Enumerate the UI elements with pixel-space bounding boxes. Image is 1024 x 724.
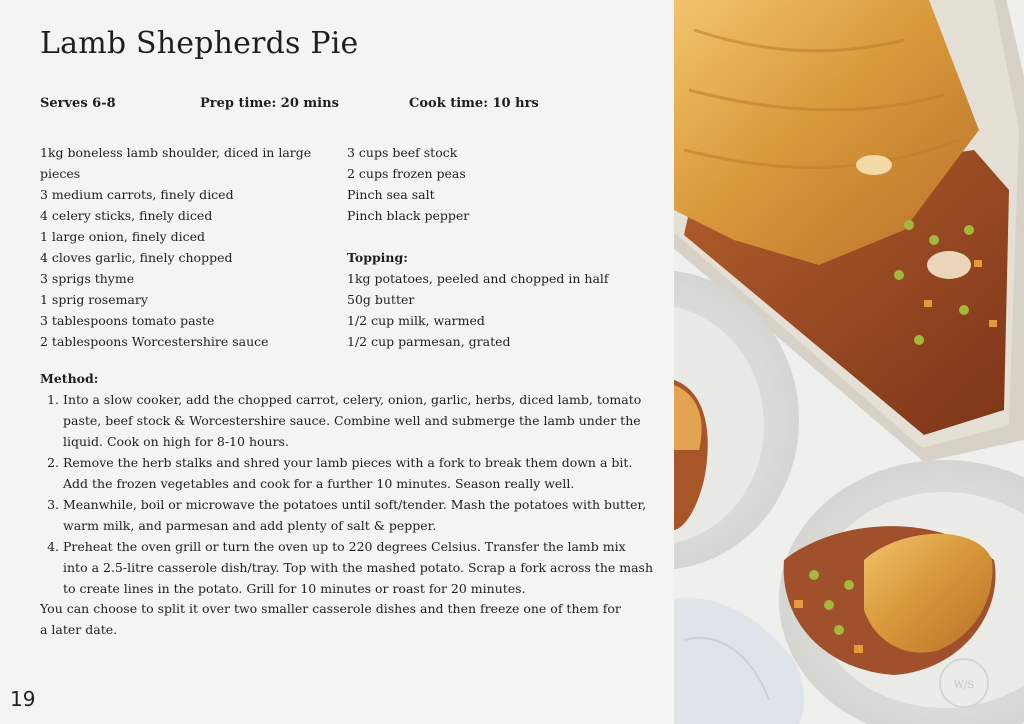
ingredient-item: 3 tablespoons tomato paste bbox=[40, 313, 215, 328]
method-step: 4. Preheat the oven grill or turn the oven up to 220 degrees Celsius. Transfer the lamb mix into a 2.5-litre casserole dish/tray. Top with the mashed potato. Scrap a fork across the mash to create lines in the potato. Grill for 10 minutes or roast for 20 minutes. bbox=[63, 536, 653, 599]
watermark-text: W/S bbox=[953, 680, 975, 691]
topping-heading: Topping: bbox=[347, 250, 408, 265]
ingredient-item: 1 large onion, finely diced bbox=[40, 229, 206, 244]
storage-note: You can choose to split it over two smaller casserole dishes and then freeze one of them for a later date. bbox=[40, 601, 621, 637]
topping-item: 1/2 cup parmesan, grated bbox=[347, 334, 511, 349]
page-number: 19 bbox=[10, 687, 36, 711]
topping-item: 50g butter bbox=[347, 292, 415, 307]
recipe-photo bbox=[674, 0, 1024, 724]
ingredient-item: 4 cloves garlic, finely chopped bbox=[40, 250, 233, 265]
method-heading: Method: bbox=[40, 371, 99, 386]
topping-item: 1/2 cup milk, warmed bbox=[347, 313, 485, 328]
ingredient-item: 3 cups beef stock bbox=[347, 145, 458, 160]
ingredient-item: 2 tablespoons Worcestershire sauce bbox=[40, 334, 269, 349]
method-step: 2. Remove the herb stalks and shred your lamb pieces with a fork to break them down a bit. Add the frozen vegetables and cook for a further 10 minutes. Season really well. bbox=[63, 452, 653, 494]
method-step: 1. Into a slow cooker, add the chopped carrot, celery, onion, garlic, herbs, diced lamb, tomato paste, beef stock & Worcestershire sauce. Combine well and submerge the lamb under the liquid. Cook on high for 8-10 hours. bbox=[63, 389, 653, 452]
method-steps bbox=[40, 389, 653, 599]
recipe-title: Lamb Shepherds Pie bbox=[40, 26, 359, 61]
ingredient-item: 4 celery sticks, finely diced bbox=[40, 208, 213, 223]
cook-time-label: Cook time: 10 hrs bbox=[409, 96, 539, 111]
method-step: 3. Meanwhile, boil or microwave the potatoes until soft/tender. Mash the potatoes with butter, warm milk, and parmesan and add plenty of salt & pepper. bbox=[63, 494, 653, 536]
ingredient-item: Pinch black pepper bbox=[347, 208, 470, 223]
topping-item: 1kg potatoes, peeled and chopped in half bbox=[347, 271, 609, 286]
serves-label: Serves 6-8 bbox=[40, 96, 116, 111]
ingredient-item: 1kg boneless lamb shoulder, diced in large pieces bbox=[40, 145, 312, 181]
ingredient-item: 1 sprig rosemary bbox=[40, 292, 148, 307]
ingredient-item: 3 sprigs thyme bbox=[40, 271, 135, 286]
ingredient-item: Pinch sea salt bbox=[347, 187, 435, 202]
ingredient-item: 2 cups frozen peas bbox=[347, 166, 466, 181]
ingredients-column-left bbox=[40, 142, 330, 352]
ingredients-column-right bbox=[347, 142, 647, 352]
prep-time-label: Prep time: 20 mins bbox=[200, 96, 339, 111]
ingredient-item: 3 medium carrots, finely diced bbox=[40, 187, 234, 202]
shepherds-pie-illustration bbox=[674, 0, 1024, 724]
